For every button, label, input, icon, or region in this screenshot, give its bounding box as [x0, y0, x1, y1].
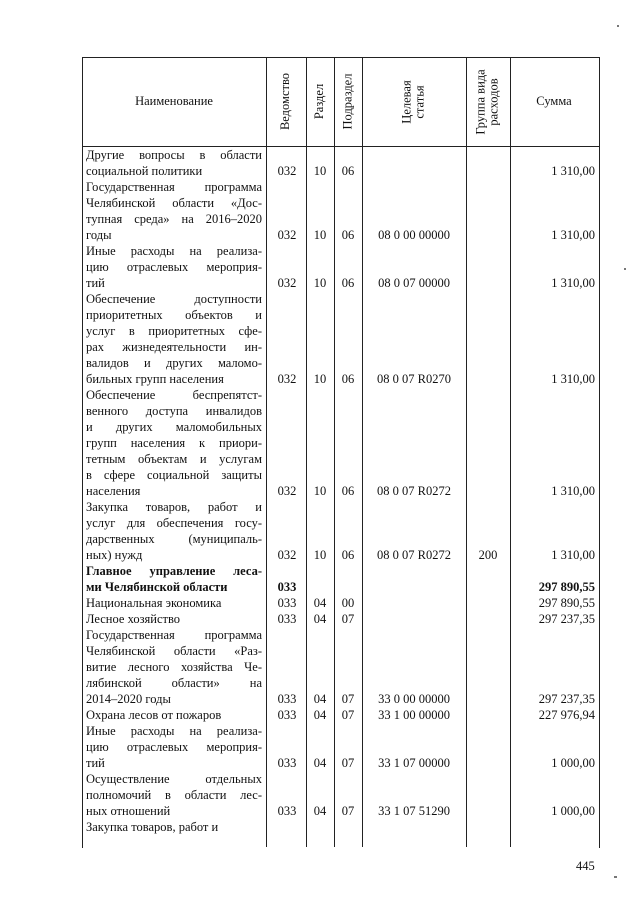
cell-sum: 1 310,00: [551, 484, 595, 498]
cell-pod: 06: [341, 228, 355, 242]
row-name-line: услуг в приоритетных сфе-: [86, 324, 262, 338]
cell-raz: 04: [313, 756, 327, 770]
row-name-line: Государственная программа: [86, 180, 262, 194]
cell-pod: 06: [341, 484, 355, 498]
cell-raz: 10: [313, 164, 327, 178]
row-name-line: полномочий в области лес-: [86, 788, 262, 802]
row-name: [86, 179, 262, 243]
cell-ved: 033: [277, 692, 297, 706]
row-name-line: витие лесного хозяйства Че-: [86, 660, 262, 674]
row-name: [86, 611, 262, 627]
cell-raz: 04: [313, 692, 327, 706]
scan-speck: [614, 876, 617, 878]
row-name-line: Закупка товаров, работ и: [86, 500, 262, 514]
row-name-line: валидов и других маломо-: [86, 356, 262, 370]
table-row: [82, 771, 598, 819]
header-gruppa-line1: Группа вида: [474, 68, 489, 135]
scan-speck: [624, 268, 626, 270]
header-razdel: Раздел: [312, 83, 327, 120]
row-name-line: Лесное хозяйство: [86, 612, 181, 626]
cell-pod: 07: [341, 708, 355, 722]
row-name-line: Иные расходы на реализа-: [86, 244, 262, 258]
cell-ved: 032: [277, 276, 297, 290]
cell-sum: 1 310,00: [551, 372, 595, 386]
cell-ved: 033: [277, 612, 297, 626]
table-row: [82, 563, 598, 595]
cell-raz: 10: [313, 484, 327, 498]
cell-pod: 06: [341, 276, 355, 290]
row-name-line: услуг для обеспечения госу-: [86, 516, 262, 530]
header-podrazdel: Подраздел: [340, 73, 355, 130]
row-name-line: Главное управление леса-: [86, 564, 262, 578]
row-name: [86, 595, 262, 611]
cell-cel: 33 1 00 00000: [378, 708, 450, 722]
row-name: [86, 243, 262, 291]
header-gruppa-line2: расходов: [487, 77, 502, 126]
cell-ved: 032: [277, 548, 297, 562]
row-name-line: тупная среда» на 2016–2020: [86, 212, 262, 226]
cell-ved: 033: [277, 580, 297, 594]
cell-pod: 06: [341, 164, 355, 178]
cell-cel: 08 0 07 R0272: [377, 548, 451, 562]
row-name-line: дарственных (муниципаль-: [86, 532, 262, 546]
cell-sum: 1 000,00: [551, 804, 595, 818]
row-name-line: 2014–2020 годы: [86, 692, 171, 706]
table-row: [82, 291, 598, 387]
row-name: [86, 563, 262, 595]
row-name-line: Челябинской области «Раз-: [86, 644, 262, 658]
row-name-line: Иные расходы на реализа-: [86, 724, 262, 738]
row-name: [86, 707, 262, 723]
row-name-line: рах жизнедеятельности ин-: [86, 340, 262, 354]
header-razdel-cell: [306, 57, 334, 146]
row-name-line: Закупка товаров, работ и: [86, 820, 219, 834]
header-name: Наименование: [135, 94, 213, 108]
cell-ved: 033: [277, 804, 297, 818]
row-name-line: венного доступа инвалидов: [86, 404, 262, 418]
header-summa: Сумма: [536, 94, 572, 108]
header-gruppa: [475, 69, 501, 134]
cell-ved: 033: [277, 596, 297, 610]
row-name: [86, 499, 262, 563]
row-name-line: населения: [86, 484, 141, 498]
scan-speck: [617, 25, 619, 27]
row-name-line: и других маломобильных: [86, 420, 262, 434]
cell-raz: 04: [313, 804, 327, 818]
row-name-line: социальной политики: [86, 164, 203, 178]
table-row: [82, 627, 598, 707]
table-row: [82, 611, 598, 627]
page-number: 445: [576, 859, 595, 873]
cell-raz: 04: [313, 612, 327, 626]
header-celevaya-line1: Целевая: [400, 79, 414, 124]
cell-sum: 1 310,00: [551, 228, 595, 242]
row-name-line: групп населения к приори-: [86, 436, 262, 450]
cell-sum: 1 310,00: [551, 276, 595, 290]
cell-sum: 1 310,00: [551, 164, 595, 178]
row-name-line: Осуществление отдельных: [86, 772, 262, 786]
row-name-line: цию отраслевых мероприя-: [86, 740, 262, 754]
row-name-line: Охрана лесов от пожаров: [86, 708, 222, 722]
cell-grp: 200: [478, 548, 498, 562]
cell-sum: 297 237,35: [538, 692, 595, 706]
row-name-line: Обеспечение беспрепятст-: [86, 388, 262, 402]
row-name-line: бильных групп населения: [86, 372, 224, 386]
header-summa-cell: [510, 57, 598, 146]
row-name-line: Челябинской области «Дос-: [86, 196, 262, 210]
cell-cel: 33 1 07 51290: [378, 804, 450, 818]
cell-ved: 032: [277, 164, 297, 178]
cell-ved: 032: [277, 484, 297, 498]
table-row: [82, 595, 598, 611]
row-name-line: тетным объектам и услугам: [86, 452, 262, 466]
row-name-line: Обеспечение доступности: [86, 292, 262, 306]
row-name: [86, 387, 262, 499]
cell-raz: 04: [313, 708, 327, 722]
cell-pod: 00: [341, 596, 355, 610]
cell-sum: 227 976,94: [538, 708, 595, 722]
table-row: [82, 499, 598, 563]
header-name-cell: [82, 57, 266, 146]
header-celevaya-cell: [362, 57, 466, 146]
row-name: [86, 627, 262, 707]
cell-sum: 1 000,00: [551, 756, 595, 770]
row-name-line: ми Челябинской области: [86, 580, 228, 594]
cell-sum: 297 237,35: [538, 612, 595, 626]
cell-pod: 07: [341, 804, 355, 818]
table-row: [82, 243, 598, 291]
cell-raz: 04: [313, 596, 327, 610]
cell-raz: 10: [313, 548, 327, 562]
table-row: [82, 387, 598, 499]
cell-ved: 032: [277, 372, 297, 386]
cell-cel: 33 1 07 00000: [378, 756, 450, 770]
header-podrazdel-cell: [334, 57, 362, 146]
cell-pod: 07: [341, 692, 355, 706]
row-name-line: приоритетных объектов и: [86, 308, 262, 322]
cell-sum: 297 890,55: [538, 580, 595, 594]
row-name-line: лябинской области» на: [86, 676, 262, 690]
row-name-line: тий: [86, 756, 105, 770]
header-celevaya-line2: статья: [413, 84, 427, 119]
table-row: [82, 819, 598, 835]
cell-raz: 10: [313, 372, 327, 386]
row-name: [86, 291, 262, 387]
cell-raz: 10: [313, 276, 327, 290]
row-name-line: Другие вопросы в области: [86, 148, 262, 162]
table-row: [82, 723, 598, 771]
cell-sum: 1 310,00: [551, 548, 595, 562]
header-gruppa-cell: [466, 57, 510, 146]
cell-pod: 07: [341, 756, 355, 770]
table-row: [82, 707, 598, 723]
row-name-line: в сфере социальной защиты: [86, 468, 262, 482]
row-name-line: Государственная программа: [86, 628, 262, 642]
cell-cel: 08 0 07 R0270: [377, 372, 451, 386]
table-row: [82, 147, 598, 179]
cell-pod: 07: [341, 612, 355, 626]
row-name-line: тий: [86, 276, 105, 290]
cell-pod: 06: [341, 372, 355, 386]
row-name: [86, 771, 262, 819]
cell-raz: 10: [313, 228, 327, 242]
cell-cel: 33 0 00 00000: [378, 692, 450, 706]
cell-ved: 033: [277, 708, 297, 722]
header-celevaya: [401, 80, 427, 123]
header-vedomstvo-cell: [266, 57, 306, 146]
row-name: [86, 819, 262, 835]
table-row: [82, 179, 598, 243]
row-name-line: ных) нужд: [86, 548, 143, 562]
header-vedomstvo: Ведомство: [278, 72, 293, 131]
row-name-line: ных отношений: [86, 804, 171, 818]
row-name: [86, 147, 262, 179]
row-name-line: годы: [86, 228, 112, 242]
row-name-line: Национальная экономика: [86, 596, 222, 610]
cell-cel: 08 0 07 00000: [378, 276, 450, 290]
cell-ved: 032: [277, 228, 297, 242]
cell-ved: 033: [277, 756, 297, 770]
cell-sum: 297 890,55: [538, 596, 595, 610]
row-name: [86, 723, 262, 771]
row-name-line: цию отраслевых мероприя-: [86, 260, 262, 274]
cell-cel: 08 0 07 R0272: [377, 484, 451, 498]
cell-pod: 06: [341, 548, 355, 562]
cell-cel: 08 0 00 00000: [378, 228, 450, 242]
